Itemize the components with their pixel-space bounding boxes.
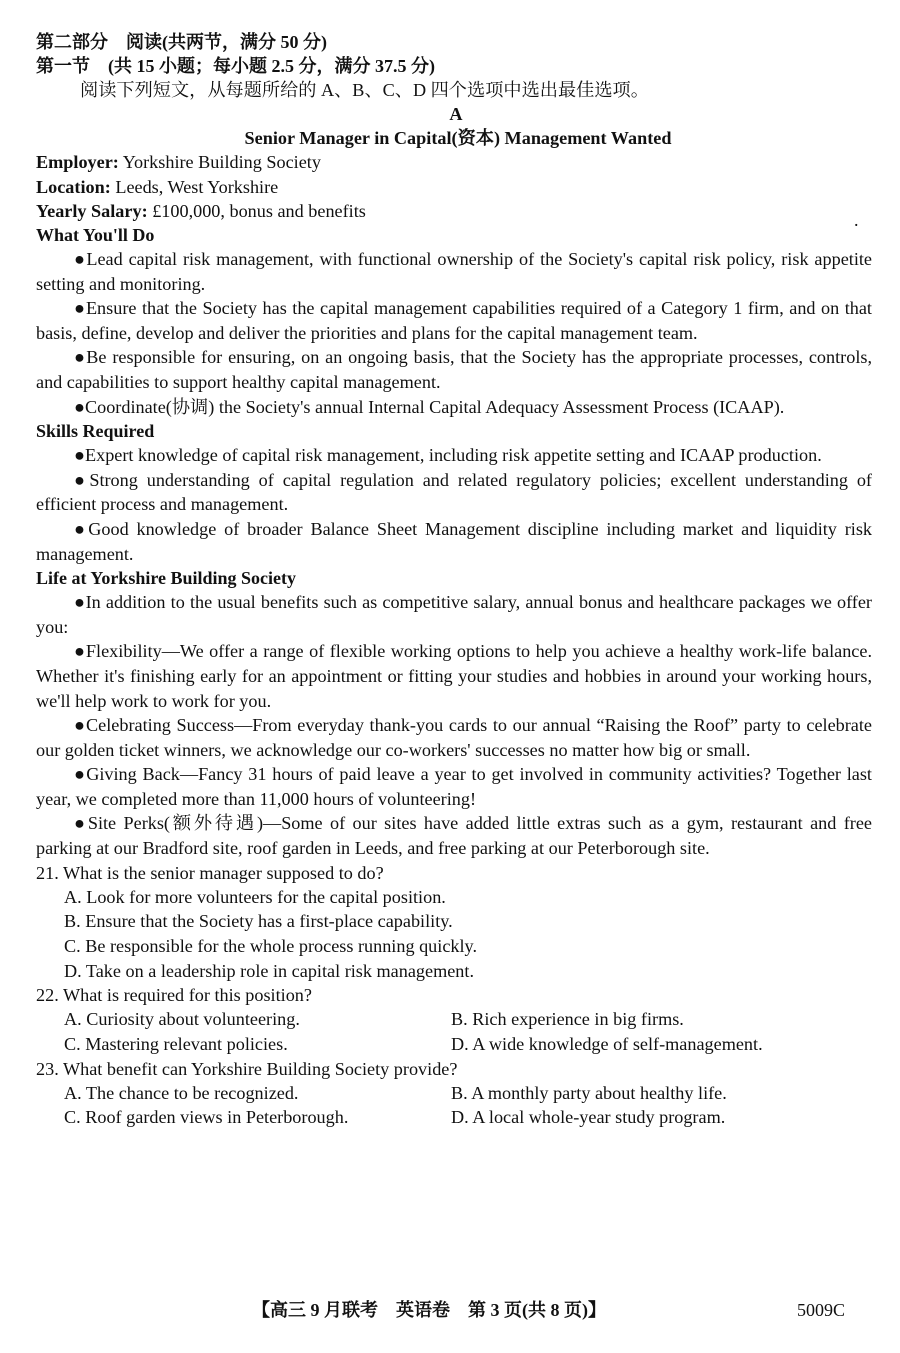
question-21-stem: 21. What is the senior manager supposed to do? <box>36 862 384 883</box>
question-23-option-b: B. A monthly party about healthy life. <box>451 1082 727 1103</box>
life-item: ●Site Perks(额外待遇)—Some of our sites have added little extras such as a gym, restaurant and free parking at our Bradford site, roof garden in Leeds, and free parking at our Peterborough site. <box>36 813 872 859</box>
exam-page <box>36 30 872 1130</box>
life-item: ●Flexibility—We offer a range of flexible working options to help you achieve a healthy work-life balance. Whether it's finishing early for an appointment or fitting your studies and hobbies in around your working hours, we'll help work to work for you. <box>36 641 872 711</box>
skills-heading: Skills Required <box>36 421 155 442</box>
question-23-option-d: D. A local whole-year study program. <box>451 1107 726 1128</box>
question-21-option-a: A. Look for more volunteers for the capital position. <box>64 886 446 907</box>
footer-code: 5009C <box>797 1300 846 1320</box>
location-value: Leeds, West Yorkshire <box>110 176 279 197</box>
question-21-option-d: D. Take on a leadership role in capital risk management. <box>64 960 474 981</box>
salary-line <box>36 199 872 223</box>
reading-instruction: 阅读下列短文，从每题所给的 A、B、C、D 四个选项中选出最佳选项。 <box>80 80 649 100</box>
duty-item: ●Ensure that the Society has the capital management capabilities required of a Category 1 firm, and on that basis, define, develop and deliver the priorities and plans for the capital management team. <box>36 298 872 343</box>
life-item: ●In addition to the usual benefits such as competitive salary, annual bonus and healthcare packages we offer you: <box>36 592 872 637</box>
location-label: Location: <box>36 176 111 197</box>
life-item: ●Giving Back—Fancy 31 hours of paid leave a year to get involved in community activities? Together last year, we completed more than 11,000 hours of volunteering! <box>36 764 872 809</box>
employer-label: Employer: <box>36 152 119 173</box>
skill-item: ●Good knowledge of broader Balance Sheet Management discipline including market and liquidity risk management. <box>36 518 872 564</box>
question-22-options-row-2 <box>36 1032 872 1057</box>
passage-letter: A <box>449 104 463 125</box>
question-22-option-d: D. A wide knowledge of self-management. <box>451 1034 763 1055</box>
section-heading: 第一节 (共 15 小题；每小题 2.5 分，满分 37.5 分) <box>36 56 435 76</box>
ad-title: Senior Manager in Capital(资本) Management Wanted <box>244 128 672 149</box>
question-22-options-row-1 <box>36 1007 872 1032</box>
duty-item: ●Coordinate(协调) the Society's annual Internal Capital Adequacy Assessment Process (ICAAP). <box>74 396 785 417</box>
skill-item: ●Strong understanding of capital regulation and related regulatory policies; excellent understanding of efficient process and management. <box>36 469 872 515</box>
question-23-option-a: A. The chance to be recognized. <box>64 1082 299 1103</box>
location-line <box>36 175 872 199</box>
life-heading: Life at Yorkshire Building Society <box>36 568 297 589</box>
question-23-option-c: C. Roof garden views in Peterborough. <box>64 1107 349 1128</box>
question-23-options-row-2 <box>36 1105 872 1130</box>
stray-mark: . <box>854 210 859 230</box>
footer-exam-info: 【高三 9 月联考 英语卷 第 3 页(共 8 页)】 <box>252 1300 606 1320</box>
question-22-stem: 22. What is required for this position? <box>36 985 312 1006</box>
question-21-option-b: B. Ensure that the Society has a first-place capability. <box>64 911 453 932</box>
part-heading: 第二部分 阅读(共两节，满分 50 分) <box>36 32 327 52</box>
salary-label: Yearly Salary: <box>36 200 148 221</box>
employer-line <box>36 150 872 174</box>
question-22-option-c: C. Mastering relevant policies. <box>64 1034 288 1055</box>
employer-value: Yorkshire Building Society <box>118 152 321 173</box>
duty-item: ●Be responsible for ensuring, on an ongoing basis, that the Society has the appropriate processes, controls, and capabilities to support healthy capital management. <box>36 347 872 392</box>
life-item: ●Celebrating Success—From everyday thank-you cards to our annual “Raising the Roof” party to celebrate our golden ticket winners, we acknowledge our co-workers' successes no matter how big or small. <box>36 715 872 760</box>
question-23-stem: 23. What benefit can Yorkshire Building Society provide? <box>36 1058 458 1079</box>
question-22-option-b: B. Rich experience in big firms. <box>451 1009 684 1030</box>
question-22-option-a: A. Curiosity about volunteering. <box>64 1009 300 1030</box>
duty-item: ●Lead capital risk management, with functional ownership of the Society's capital risk policy, risk appetite setting and monitoring. <box>36 249 872 294</box>
duties-heading: What You'll Do <box>36 225 155 246</box>
skill-item: ●Expert knowledge of capital risk management, including risk appetite setting and ICAAP production. <box>74 445 822 466</box>
question-21-option-c: C. Be responsible for the whole process running quickly. <box>64 936 478 957</box>
question-23-options-row-1 <box>36 1081 872 1106</box>
salary-value: £100,000, bonus and benefits <box>147 200 366 221</box>
